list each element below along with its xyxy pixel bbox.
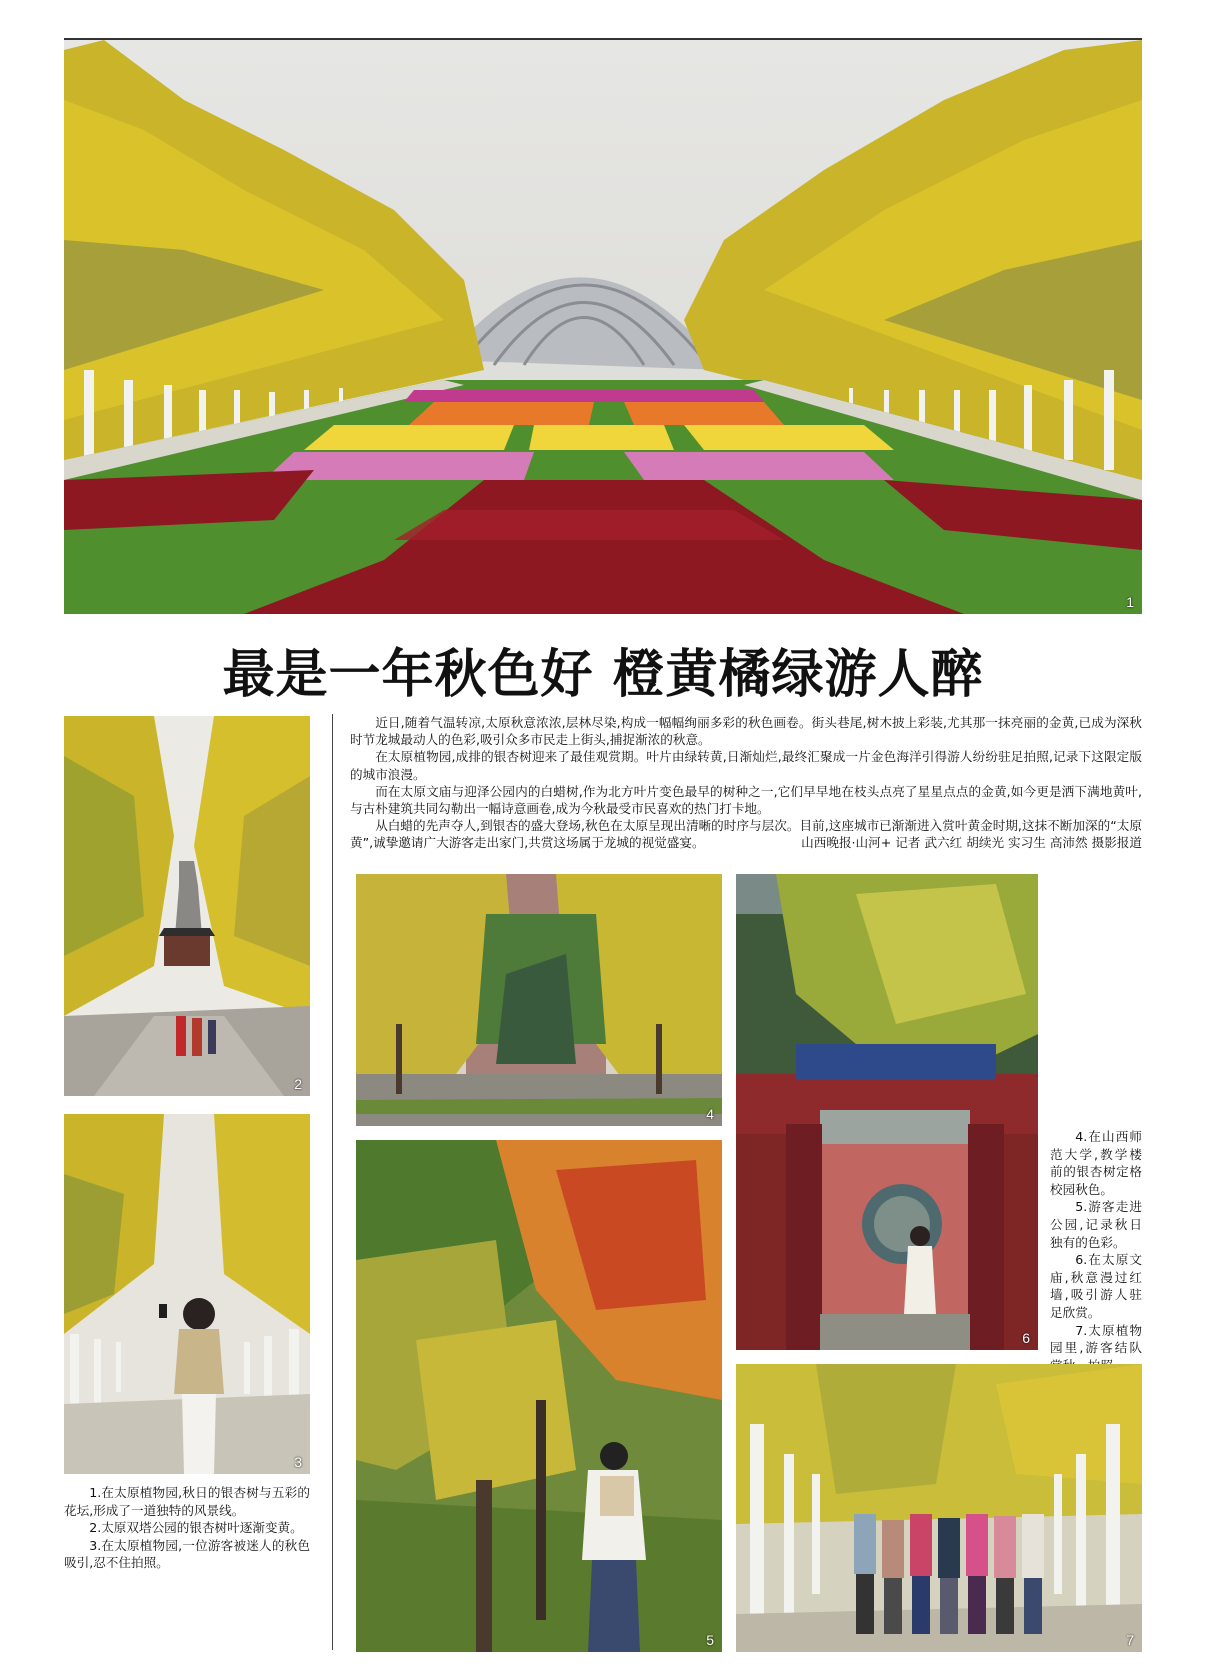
column-divider	[332, 714, 333, 1650]
article-body	[350, 714, 1142, 852]
photo-number: 4	[706, 1106, 714, 1122]
caption: 4.在山西师范大学,教学楼前的银杏树定格校园秋色。	[1050, 1129, 1142, 1197]
caption: 6.在太原文庙,秋意漫过红墙,吸引游人驻足欣赏。	[1050, 1252, 1142, 1320]
photo-twin-pagoda-park	[64, 716, 310, 1096]
caption: 5.游客走进公园,记录秋日独有的色彩。	[1050, 1199, 1142, 1250]
temple-illustration	[736, 874, 1038, 1350]
photo-number: 6	[1022, 1330, 1030, 1346]
article-paragraph	[350, 817, 1142, 851]
selfie-illustration	[64, 1114, 310, 1474]
photo-number: 7	[1126, 1632, 1134, 1648]
caption: 1.在太原植物园,秋日的银杏树与五彩的花坛,形成了一道独特的风景线。	[64, 1485, 310, 1518]
byline: 山西晚报·山河+ 记者 武六红 胡续光 实习生 高沛然 摄影报道	[801, 835, 1142, 851]
captions-right	[1050, 1128, 1142, 1374]
photo-park-photographer	[356, 1140, 722, 1652]
photo-group-tourists	[736, 1364, 1142, 1652]
group-illustration	[736, 1364, 1142, 1652]
hero-illustration	[64, 40, 1142, 614]
photo-botanical-garden-hero	[64, 40, 1142, 614]
university-illustration	[356, 874, 722, 1126]
caption: 3.在太原植物园,一位游客被迷人的秋色吸引,忍不住拍照。	[64, 1537, 310, 1571]
photo-number: 3	[294, 1454, 302, 1470]
pagoda-illustration	[64, 716, 310, 1096]
photo-number: 5	[706, 1632, 714, 1648]
photo-visitor-selfie	[64, 1114, 310, 1474]
article-paragraph-text: 从白蜡的先声夺人,到银杏的盛大登场,秋色在太原呈现出清晰的时序与层次。目前,这座城市已渐渐进入赏叶黄金时期,这抹不断加深的“太原黄”,诚挚邀请广大游客走出家门,共赏这场属于龙城的视觉盛宴。	[350, 818, 1142, 851]
captions-left	[64, 1484, 310, 1572]
article-paragraph: 在太原植物园,成排的银杏树迎来了最佳观赏期。叶片由绿转黄,日渐灿烂,最终汇聚成一片金色海洋引得游人纷纷驻足拍照,记录下这限定版的城市浪漫。	[350, 749, 1142, 782]
photo-number: 1	[1126, 594, 1134, 610]
article-paragraph: 近日,随着气温转凉,太原秋意浓浓,层林尽染,构成一幅幅绚丽多彩的秋色画卷。街头巷尾,树木披上彩装,尤其那一抹亮丽的金黄,已成为深秋时节龙城最动人的色彩,吸引众多市民走上街头,捕捉渐浓的秋意。	[350, 715, 1142, 748]
caption: 2.太原双塔公园的银杏树叶逐渐变黄。	[89, 1520, 303, 1536]
photo-number: 2	[294, 1076, 302, 1092]
article-paragraph: 而在太原文庙与迎泽公园内的白蜡树,作为北方叶片变色最早的树种之一,它们早早地在枝头点亮了星星点点的金黄,如今更是洒下满地黄叶,与古朴建筑共同勾勒出一幅诗意画卷,成为今秋最受市民喜欢的热门打卡地。	[350, 783, 1142, 817]
park-illustration	[356, 1140, 722, 1652]
headline: 最是一年秋色好 橙黄橘绿游人醉	[222, 645, 984, 705]
photo-confucius-temple	[736, 874, 1038, 1350]
photo-normal-university	[356, 874, 722, 1126]
caption: 7.太原植物园里,游客结队	[1050, 1322, 1142, 1356]
